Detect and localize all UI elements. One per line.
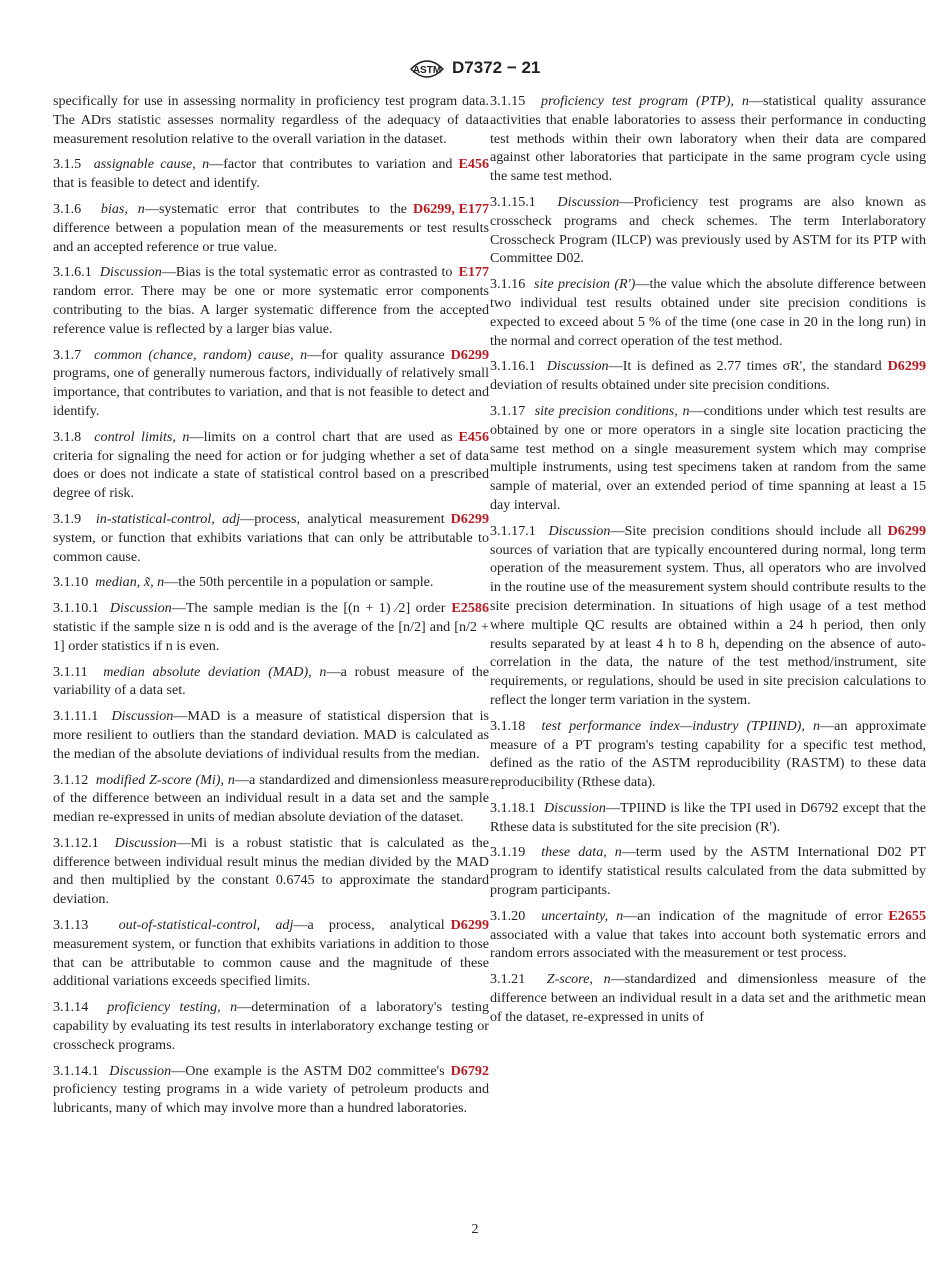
reference-link[interactable]: D6299	[450, 917, 489, 934]
section-number: 3.1.21	[490, 971, 526, 988]
definition-body: —It is defined as 2.77 times σR', the standard deviation of results obtained under site precision conditions.	[490, 358, 882, 394]
section-number: 3.1.10	[53, 574, 89, 591]
definition-paragraph	[53, 599, 489, 655]
defined-term: test performance index—industry (TPIIND), n	[541, 717, 821, 734]
section-number: 3.1.17.1	[490, 522, 536, 539]
definition-body: —The sample median is the [(n + 1) ⁄2] order statistic if the sample size n is odd and is the average of the [n/2] and [n/2 + 1] order statistics if n is even.	[53, 600, 489, 654]
section-number: 3.1.17	[490, 402, 526, 419]
definition-paragraph	[490, 799, 926, 837]
definition-body: —term used by the ASTM International D02 PT program to identify statistical results calculated from the data submitted by program participants.	[490, 844, 926, 899]
definition-paragraph	[490, 92, 926, 186]
section-number: 3.1.13	[53, 917, 89, 934]
document-code: D7372 − 21	[452, 58, 541, 77]
defined-term: assignable cause, n	[93, 156, 210, 173]
definition-body: —TPIIND is like the TPI used in D6792 except that the Rthese data is substituted for the site precision (R').	[490, 799, 926, 835]
section-number: 3.1.18.1	[490, 799, 536, 816]
section-number: 3.1.10.1	[53, 600, 99, 617]
defined-term: Discussion	[546, 358, 609, 375]
reference-link[interactable]: E456	[458, 156, 489, 173]
reference-link[interactable]: D6299	[887, 522, 926, 539]
defined-term: Discussion	[109, 1062, 172, 1079]
definition-body: —One example is the ASTM D02 committee's proficiency testing programs in a wide variety of petroleum products and lubricants, many of which may involve more than a hundred laboratories.	[53, 1062, 489, 1117]
section-number: 3.1.14.1	[53, 1062, 99, 1079]
defined-term: these data, n	[541, 844, 622, 861]
definition-paragraph	[490, 402, 926, 515]
defined-term: in-statistical-control, adj	[95, 510, 241, 527]
defined-term: Discussion	[109, 600, 172, 617]
definition-body: —an approximate measure of a PT program's testing capability for a specific test method, defined as the ratio of the ASTM reproducibility (RASTM) to these data reproducibility (Rthese data).	[490, 717, 926, 791]
section-number: 3.1.12	[53, 771, 89, 788]
definition-paragraph	[53, 573, 489, 592]
definition-body: —standardized and dimensionless measure of the difference between an individual result in a data set and the arithmetic mean of the dataset, re-expressed in units of	[490, 971, 927, 1025]
definition-body: —Proficiency test programs are also known as crosscheck programs and check schemes. The term Interlaboratory Crosscheck Program (ILCP) was previously used by ASTM for its PTP with Committee D02.	[490, 193, 926, 267]
section-number: 3.1.5	[53, 156, 82, 173]
definition-body: —factor that contributes to variation and that is feasible to detect and identify.	[53, 156, 453, 192]
left-column	[53, 92, 489, 1125]
defined-term: out-of-statistical-control, adj	[118, 917, 294, 934]
section-number: 3.1.6	[53, 200, 82, 217]
definition-body: —process, analytical measurement system, or function that exhibits variations that can only be attributable to common cause.	[53, 510, 489, 565]
defined-term: Discussion	[111, 708, 174, 725]
defined-term: median, x̃, n	[95, 574, 165, 591]
section-number: 3.1.19	[490, 844, 526, 861]
defined-term: modified Z-score (Mi), n	[95, 771, 235, 788]
defined-term: Discussion	[548, 522, 611, 539]
definition-paragraph	[490, 843, 926, 899]
reference-link[interactable]: E177	[458, 264, 489, 281]
definition-paragraph	[490, 907, 926, 963]
defined-term: bias, n	[100, 200, 145, 217]
page-number: 2	[471, 1222, 479, 1237]
defined-term: proficiency test program (PTP), n	[541, 93, 749, 109]
definition-paragraph	[53, 155, 489, 193]
definition-body: —the value which the absolute difference between two individual test results obtained under site precision conditions is expected to exceed about 5 % of the time (one case in 20 in the long run) in the normal and correct operation of the test method.	[490, 276, 926, 349]
section-number: 3.1.11.1	[53, 708, 99, 725]
reference-link[interactable]: D6299	[450, 510, 489, 527]
definition-paragraph	[53, 200, 489, 256]
defined-term: Discussion	[99, 264, 162, 281]
definition-paragraph	[53, 771, 489, 827]
definition-body: —statistical quality assurance activities that enable laboratories to assess their performance in conducting test methods within their own laboratory when their data are compared against other laboratories that participate in the same program cycle using the same test method.	[490, 93, 926, 185]
definition-paragraph	[53, 663, 489, 701]
definition-body: —determination of a laboratory's testing capability by evaluating its test results in interlaboratory exchange testing or crosscheck programs.	[53, 999, 489, 1053]
definition-body: —for quality assurance programs, one of generally numerous factors, individually of relatively small importance, that contributes to variation, and that is not feasible to detect and identify.	[53, 346, 489, 419]
definition-paragraph	[53, 346, 489, 421]
definition-body: —Bias is the total systematic error as contrasted to random error. There may be one or more systematic error components contributing to the bias. A larger systematic difference from the accepted reference value is reflected by a larger bias value.	[53, 264, 489, 337]
definition-paragraph	[490, 357, 926, 395]
definition-body: —conditions under which test results are obtained by one or more operators in a single site location practicing the same test method on a single measurement system which may comprise multiple instruments, using test specimens taken at random from the same sample of material, over an extended period of time spanning at least a 15 day interval.	[490, 402, 926, 513]
definition-paragraph	[53, 428, 489, 503]
definition-body: —an indication of the magnitude of error associated with a value that takes into account both systematic errors and random errors associated with the measurement or test process.	[490, 907, 926, 962]
definition-body: —Site precision conditions should include all sources of variation that are typically encountered during normal, long term operation of the measurement system. Thus, all operators who are involved in the routine use of the measurement system should contribute results to the site precision determination. In situations of high usage of a test method where multiple QC results are obtained within a 24 h period, then only results separated by at least 4 h to 8 h, depending on the absence of auto-correlation in the data, the nature of the test method/instrument, site requirements, or regulations, should be used in site precision calculations to reflect the longer term variation in the system.	[490, 522, 926, 708]
definition-paragraph	[53, 263, 489, 338]
defined-term: median absolute deviation (MAD), n	[103, 663, 327, 680]
definition-body: —Mi is a robust statistic that is calculated as the difference between individual result minus the median divided by the MAD and then multiplied by the constant 0.6745 to approximate the standard deviation.	[53, 834, 490, 908]
defined-term: site precision (R')	[534, 276, 636, 293]
astm-logo-icon	[407, 55, 447, 83]
definition-paragraph	[53, 1062, 489, 1118]
reference-link[interactable]: E2586	[451, 600, 489, 617]
definition-paragraph	[53, 707, 489, 763]
section-number: 3.1.8	[53, 428, 82, 445]
section-number: 3.1.16	[490, 276, 526, 293]
definition-body: —a standardized and dimensionless measure of the difference between an individual result in a data set and the sample median re-expressed in units of median absolute deviation of the dataset.	[53, 771, 490, 826]
reference-link[interactable]: D6299	[450, 346, 489, 363]
section-number: 3.1.6.1	[53, 264, 92, 281]
defined-term: site precision conditions, n	[534, 402, 690, 419]
definition-paragraph	[490, 193, 926, 268]
reference-link[interactable]: E2655	[888, 907, 926, 924]
section-number: 3.1.18	[490, 717, 526, 734]
defined-term: proficiency testing, n	[107, 999, 238, 1016]
section-number: 3.1.14	[53, 999, 89, 1016]
definition-paragraph	[490, 275, 926, 350]
section-number: 3.1.15	[490, 93, 526, 109]
defined-term: Z-score, n	[546, 971, 611, 988]
definition-body: —systematic error that contributes to the difference between a population mean of the measurements or test results and an accepted reference or true value.	[53, 200, 489, 255]
reference-link[interactable]: D6299	[887, 358, 926, 375]
definition-paragraph	[490, 970, 926, 1026]
definition-body: specifically for use in assessing normality in proficiency test program data. The ADrs statistic assesses normality regardless of the adequacy of data measurement resolution relative to the overall variation in the dataset.	[53, 93, 489, 147]
defined-term: Discussion	[557, 193, 620, 210]
definition-paragraph	[53, 834, 489, 909]
definition-paragraph	[53, 998, 489, 1054]
definition-body: —the 50th percentile in a population or sample.	[164, 574, 434, 591]
definition-paragraph	[490, 717, 926, 792]
definition-body: —a robust measure of the variability of a data set.	[53, 663, 490, 699]
right-column	[490, 92, 926, 1034]
definition-body: —MAD is a measure of statistical dispersion that is more resilient to outliers than the standard deviation. MAD is calculated as the median of the absolute deviations of individual results from the median.	[53, 708, 489, 762]
section-number: 3.1.15.1	[490, 193, 536, 210]
reference-link[interactable]: E456	[458, 428, 489, 445]
section-number: 3.1.11	[53, 663, 88, 680]
section-number: 3.1.7	[53, 346, 82, 363]
section-number: 3.1.9	[53, 510, 82, 527]
defined-term: Discussion	[114, 834, 177, 851]
defined-term: Discussion	[544, 799, 606, 816]
defined-term: control limits, n	[94, 428, 190, 445]
defined-term: common (chance, random) cause, n	[94, 346, 308, 363]
section-number: 3.1.20	[490, 907, 526, 924]
definition-body: —limits on a control chart that are used as criteria for signaling the need for action or for judging whether a set of data does or does not indicate a state of statistical control based on a prescribed degree of risk.	[53, 428, 489, 502]
definition-paragraph	[53, 916, 489, 991]
definition-paragraph	[490, 522, 926, 710]
defined-term: uncertainty, n	[541, 907, 624, 924]
page-header	[0, 55, 950, 85]
logo-text: ASTM	[412, 65, 442, 76]
reference-link[interactable]: D6792	[450, 1062, 489, 1079]
section-number: 3.1.16.1	[490, 358, 536, 375]
section-number: 3.1.12.1	[53, 834, 99, 851]
definition-body: —a process, analytical measurement system, or function that exhibits variations in addition to those that can be attributable to common cause and the magnitude of these additional variations exceeds specified limits.	[53, 917, 489, 990]
definition-paragraph	[53, 92, 489, 148]
reference-link[interactable]: D6299, E177	[413, 200, 489, 217]
definition-paragraph	[53, 510, 489, 566]
